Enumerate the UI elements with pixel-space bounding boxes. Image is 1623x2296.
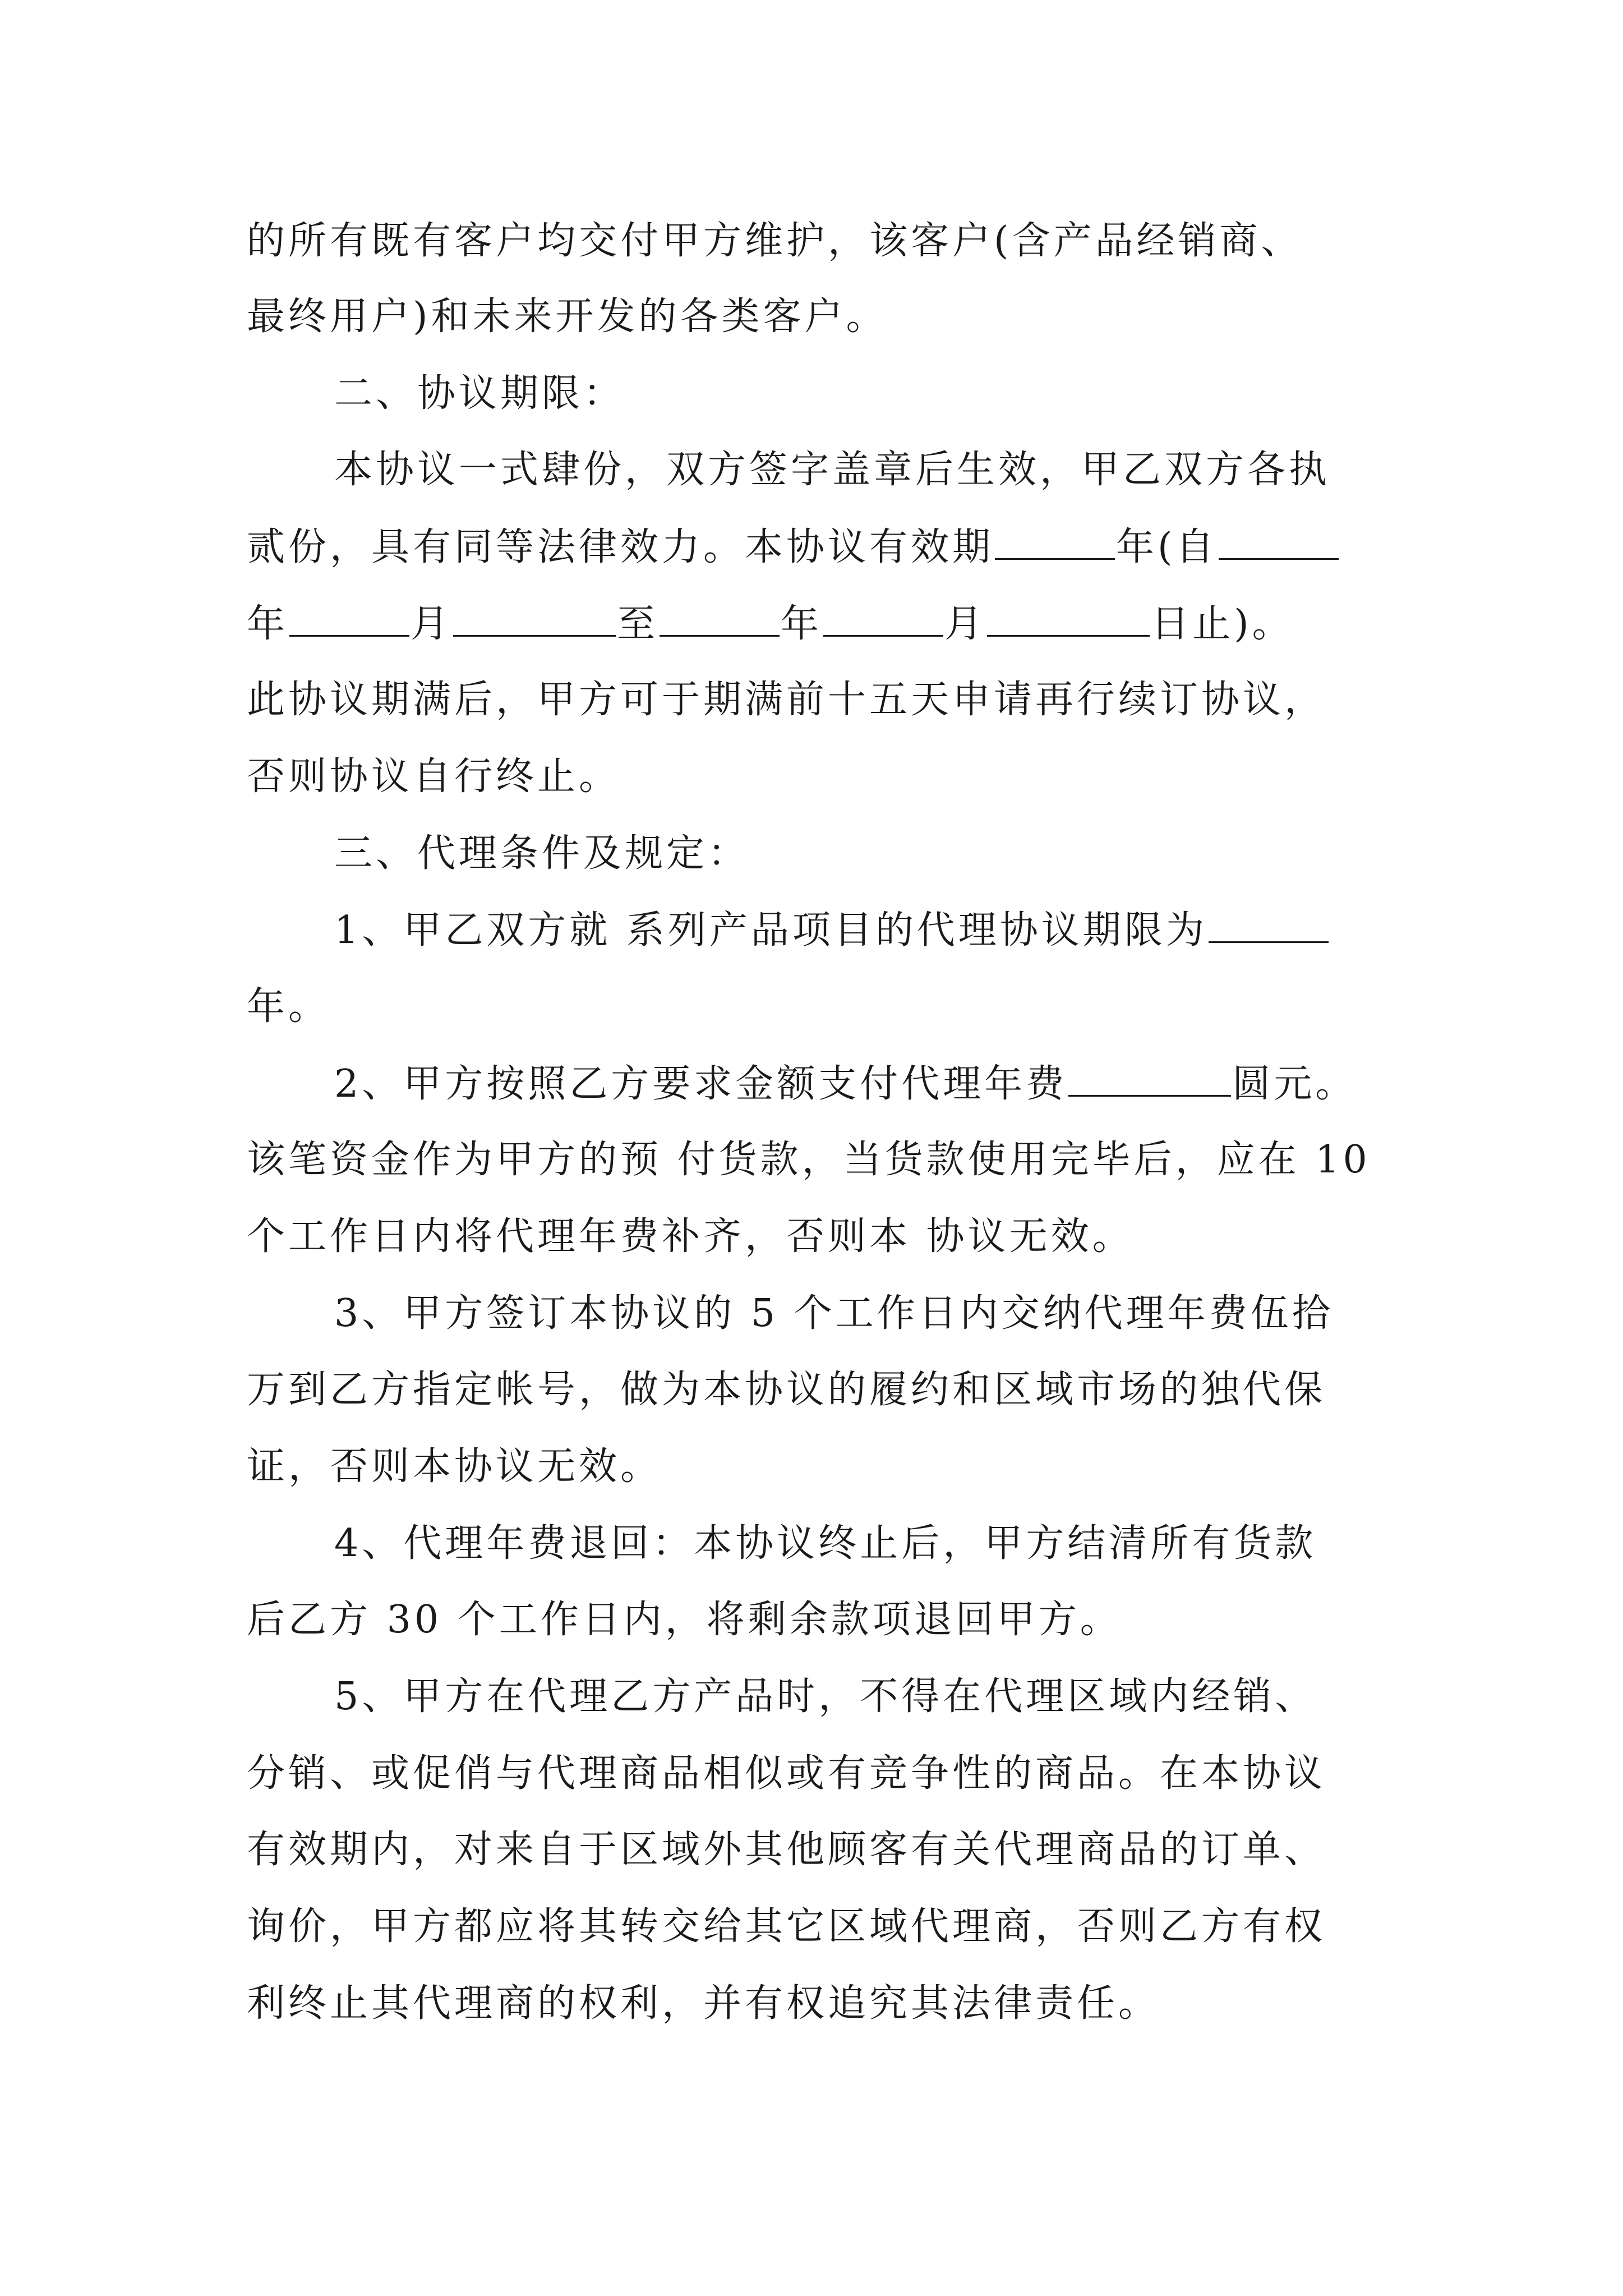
blank-line [660, 601, 780, 637]
paragraph-line [334, 908, 1391, 953]
text-run: 年(自 [1116, 525, 1218, 569]
paragraph-line: 个工作日内将代理年费补齐，否则本 协议无效。 [247, 1214, 1134, 1259]
paragraph-line [247, 601, 1391, 647]
paragraph-line: 后乙方 30 个工作日内，将剩余款项退回甲方。 [247, 1598, 1122, 1642]
paragraph-line: 有效期内，对来自于区域外其他顾客有关代理商品的订单、 [247, 1828, 1326, 1872]
blank-line [1068, 1061, 1231, 1097]
paragraph-line: 万到乙方指定帐号，做为本协议的履约和区域市场的独代保 [247, 1368, 1326, 1412]
paragraph-line [334, 1061, 1391, 1107]
text-run: 年 [247, 602, 289, 646]
text-run: 日止)。 [1151, 602, 1294, 646]
blank-line [1219, 524, 1339, 560]
paragraph-line: 询价，甲方都应将其转交给其它区域代理商，否则乙方有权 [247, 1904, 1326, 1949]
paragraph-line: 4、代理年费退回：本协议终止后，甲方结清所有货款 [334, 1521, 1317, 1566]
text-run: 月 [411, 602, 453, 646]
paragraph-line [247, 524, 1391, 570]
text-run: 1、甲乙双方就 系列产品项目的代理协议期限为 [334, 908, 1207, 953]
paragraph-line: 5、甲方在代理乙方产品时，不得在代理区域内经销、 [334, 1674, 1317, 1719]
paragraph-line: 分销、或促俏与代理商品相似或有竞争性的商品。在本协议 [247, 1751, 1326, 1796]
blank-line [1209, 908, 1329, 943]
paragraph-line: 利终止其代理商的权利，并有权追究其法律责任。 [247, 1981, 1160, 2026]
paragraph-line: 本协议一式肆份，双方签字盖章后生效，甲乙双方各执 [334, 448, 1331, 492]
section-heading: 二、协议期限： [334, 371, 625, 416]
blank-line [823, 601, 943, 637]
text-run: 至 [617, 602, 659, 646]
text-run: 2、甲方按照乙方要求金额支付代理年费 [334, 1062, 1068, 1106]
section-heading: 三、代理条件及规定： [334, 831, 750, 876]
text-run: 圆元。 [1232, 1062, 1357, 1106]
text-run: 月 [944, 602, 986, 646]
paragraph-line: 最终用户)和未来开发的各类客户。 [247, 295, 888, 339]
paragraph-line: 年。 [247, 984, 330, 1029]
paragraph-line: 该笔资金作为甲方的预 付货款，当货款使用完毕后，应在 10 [247, 1138, 1371, 1182]
blank-line [995, 524, 1115, 560]
paragraph-line: 证，否则本协议无效。 [247, 1444, 662, 1489]
blank-line [453, 601, 616, 637]
blank-line [289, 601, 409, 637]
paragraph-line: 的所有既有客户均交付甲方维护，该客户(含产品经销商、 [247, 219, 1303, 263]
paragraph-line: 此协议期满后，甲方可于期满前十五天申请再行续订协议， [247, 678, 1326, 722]
text-run: 年 [781, 602, 823, 646]
paragraph-line: 3、甲方签订本协议的 5 个工作日内交纳代理年费伍拾 [334, 1291, 1334, 1336]
text-run: 贰份，具有同等法律效力。本协议有效期 [247, 525, 994, 569]
paragraph-line: 否则协议自行终止。 [247, 754, 621, 799]
blank-line [987, 601, 1150, 637]
